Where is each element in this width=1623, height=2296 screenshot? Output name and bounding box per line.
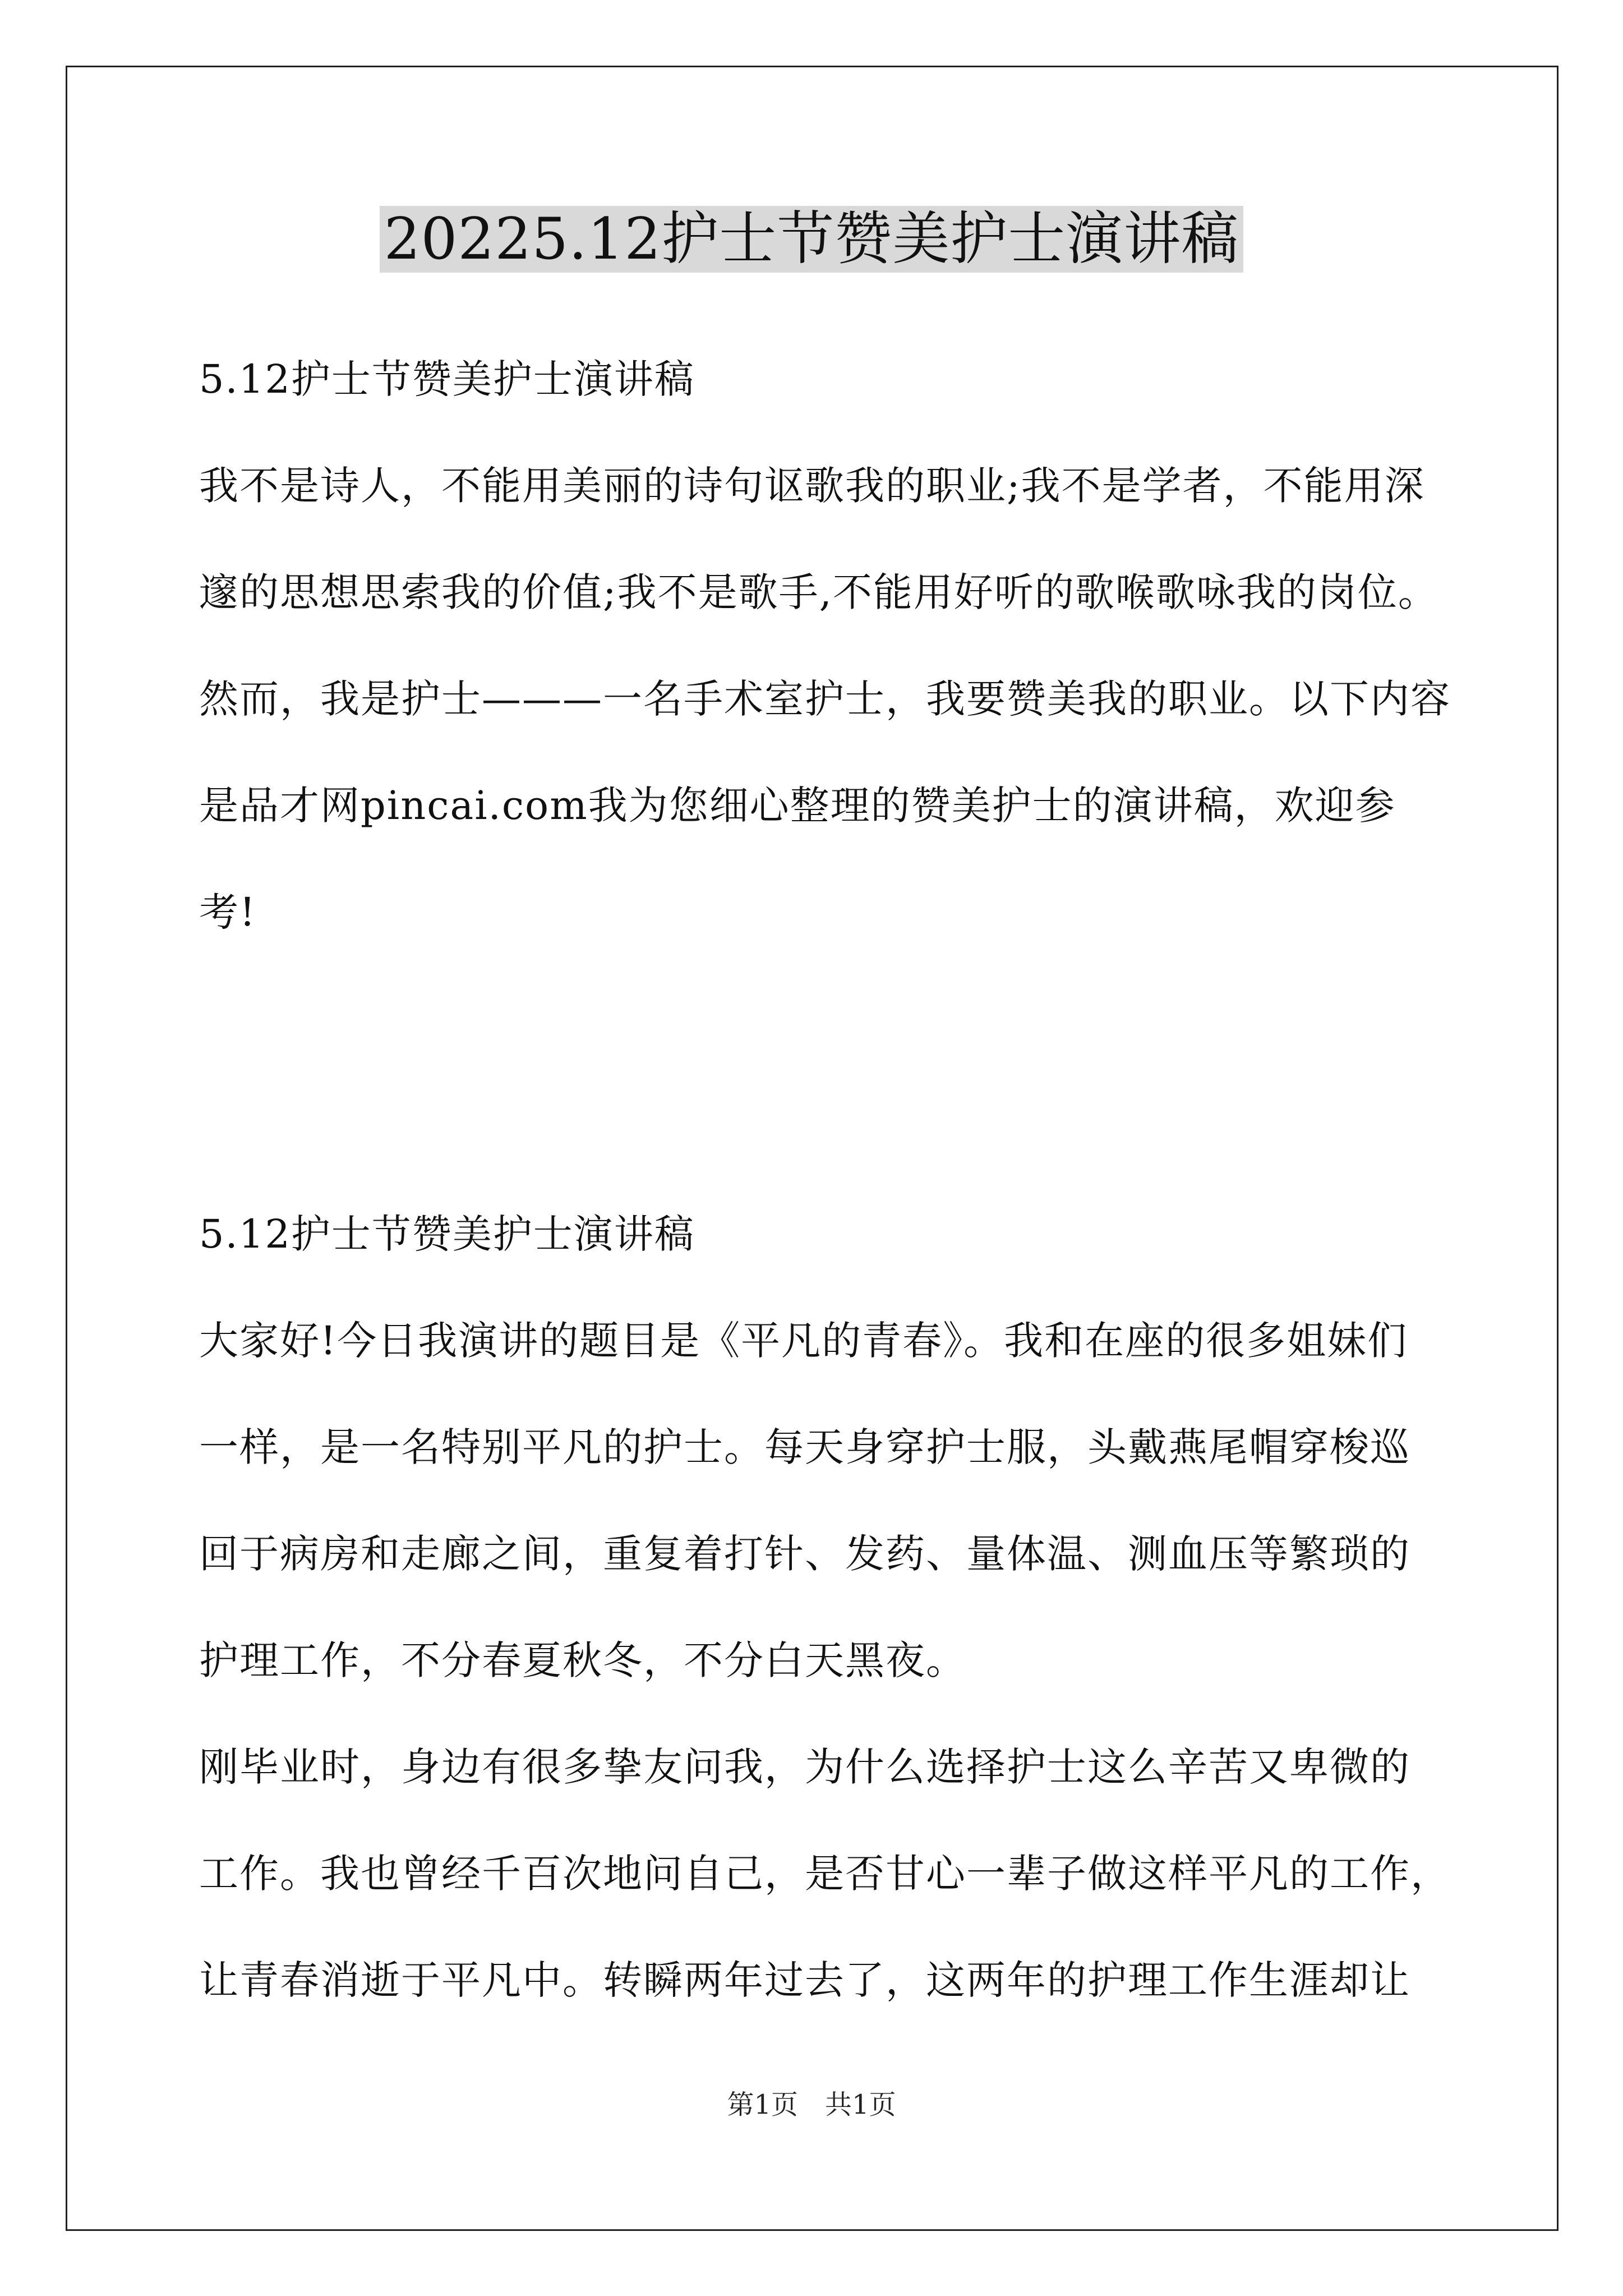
paragraph-line: 大家好!今日我演讲的题目是《平凡的青春》。我和在座的很多姐妹们 bbox=[199, 1318, 1408, 1364]
paragraph-line: 考! bbox=[199, 889, 257, 935]
paragraph-line: 我不是诗人，不能用美丽的诗句讴歌我的职业;我不是学者，不能用深 bbox=[199, 463, 1425, 509]
paragraph-line: 护理工作，不分春夏秋冬，不分白天黑夜。 bbox=[199, 1637, 966, 1683]
paragraph-line: 是品才网pincai.com我为您细心整理的赞美护士的演讲稿，欢迎参 bbox=[199, 783, 1396, 829]
paragraph-line: 工作。我也曾经千百次地问自己，是否甘心一辈子做这样平凡的工作， bbox=[199, 1851, 1451, 1897]
paragraph-line: 让青春消逝于平凡中。转瞬两年过去了，这两年的护理工作生涯却让 bbox=[199, 1957, 1410, 2003]
paragraph-line: 然而，我是护士———一名手术室护士，我要赞美我的职业。以下内容 bbox=[199, 676, 1451, 722]
page-number: 第1页 共1页 bbox=[727, 2089, 896, 2120]
subheading: 5.12护士节赞美护士演讲稿 bbox=[199, 1211, 695, 1257]
subheading: 5.12护士节赞美护士演讲稿 bbox=[199, 356, 695, 402]
paragraph-line: 一样，是一名特别平凡的护士。每天身穿护士服，头戴燕尾帽穿梭巡 bbox=[199, 1424, 1410, 1470]
paragraph-line: 回于病房和走廊之间，重复着打针、发药、量体温、测血压等繁琐的 bbox=[199, 1531, 1410, 1577]
paragraph-line: 邃的思想思索我的价值;我不是歌手,不能用好听的歌喉歌咏我的岗位。 bbox=[199, 569, 1438, 615]
paragraph-line: 刚毕业时，身边有很多挚友问我，为什么选择护士这么辛苦又卑微的 bbox=[199, 1744, 1410, 1790]
document-title bbox=[0, 197, 1623, 282]
title-text: 20225.12护士节赞美护士演讲稿 bbox=[380, 206, 1244, 273]
